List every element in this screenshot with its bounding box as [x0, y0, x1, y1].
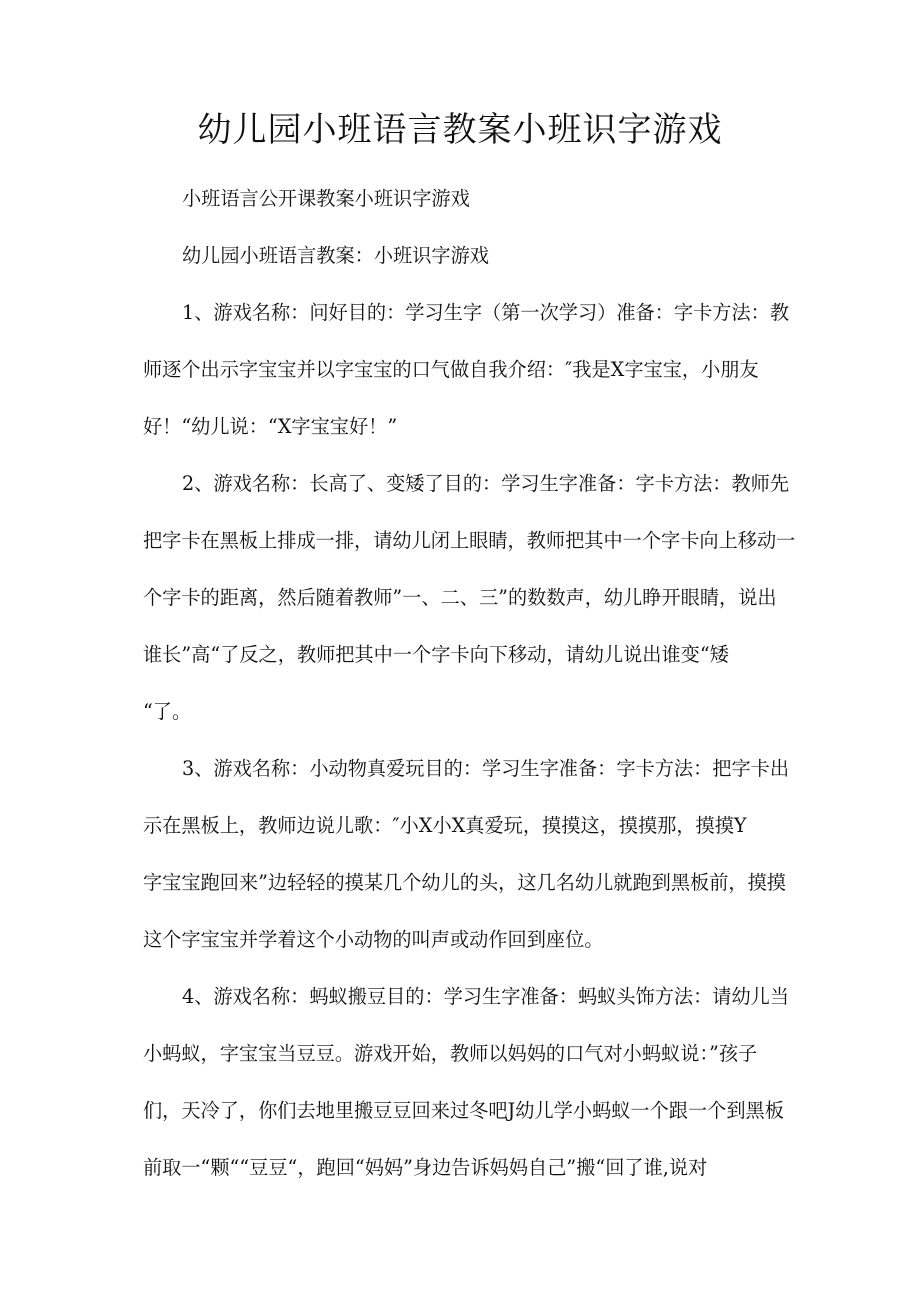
subtitle-line: 小班语言公开课教案小班识字游戏 — [182, 187, 470, 210]
paragraph-2-line: 谁长”高“了反之，教师把其中一个字卡向下移动，请幼儿说出谁变“矮 — [143, 643, 729, 666]
paragraph-4-line: 前取一“颗““豆豆“，跑回“妈妈”身边告诉妈妈自己”搬“回了谁,说对 — [143, 1156, 708, 1179]
paragraph-2-line: 2、游戏名称：长高了、变矮了目的：学习生字准备：字卡方法：教师先 — [182, 472, 790, 495]
paragraph-1-line: 师逐个出示字宝宝并以字宝宝的口气做自我介绍：″我是X字宝宝，小朋友 — [143, 358, 759, 381]
paragraph-1-line: 好！“幼儿说：“X字宝宝好！” — [143, 415, 398, 438]
paragraph-2-line: “了。 — [143, 700, 192, 723]
subtitle-line: 幼儿园小班语言教案：小班识字游戏 — [182, 244, 489, 267]
paragraph-3-line: 示在黑板上，教师边说儿歌：″小X小X真爱玩，摸摸这，摸摸那，摸摸Y — [143, 814, 747, 837]
paragraph-3-line: 这个字宝宝并学着这个小动物的叫声或动作回到座位。 — [143, 928, 604, 951]
paragraph-4-line: 4、游戏名称：蚂蚁搬豆目的：学习生字准备：蚂蚁头饰方法：请幼儿当 — [182, 985, 790, 1008]
paragraph-2-line: 个字卡的距离，然后随着教师”一、二、三”的数数声，幼儿睁开眼睛，说出 — [143, 586, 777, 609]
paragraph-4-line: 小蚂蚁，字宝宝当豆豆。游戏开始，教师以妈妈的口气对小蚂蚁说：”孩子 — [143, 1042, 758, 1065]
paragraph-3-line: 3、游戏名称：小动物真爱玩目的：学习生字准备：字卡方法：把字卡出 — [182, 757, 790, 780]
paragraph-3-line: 字宝宝跑回来”边轻轻的摸某几个幼儿的头，这几名幼儿就跑到黑板前，摸摸 — [143, 871, 786, 894]
paragraph-4-line: 们，天冷了，你们去地里搬豆豆回来过冬吧J幼儿学小蚂蚁一个跟一个到黑板 — [143, 1099, 784, 1122]
paragraph-2-line: 把字卡在黑板上排成一排，请幼儿闭上眼睛，教师把其中一个字卡向上移动一 — [143, 529, 796, 552]
document-title: 幼儿园小班语言教案小班识字游戏 — [197, 110, 723, 150]
paragraph-1-line: 1、游戏名称：问好目的：学习生字（第一次学习）准备：字卡方法：教 — [182, 301, 790, 324]
